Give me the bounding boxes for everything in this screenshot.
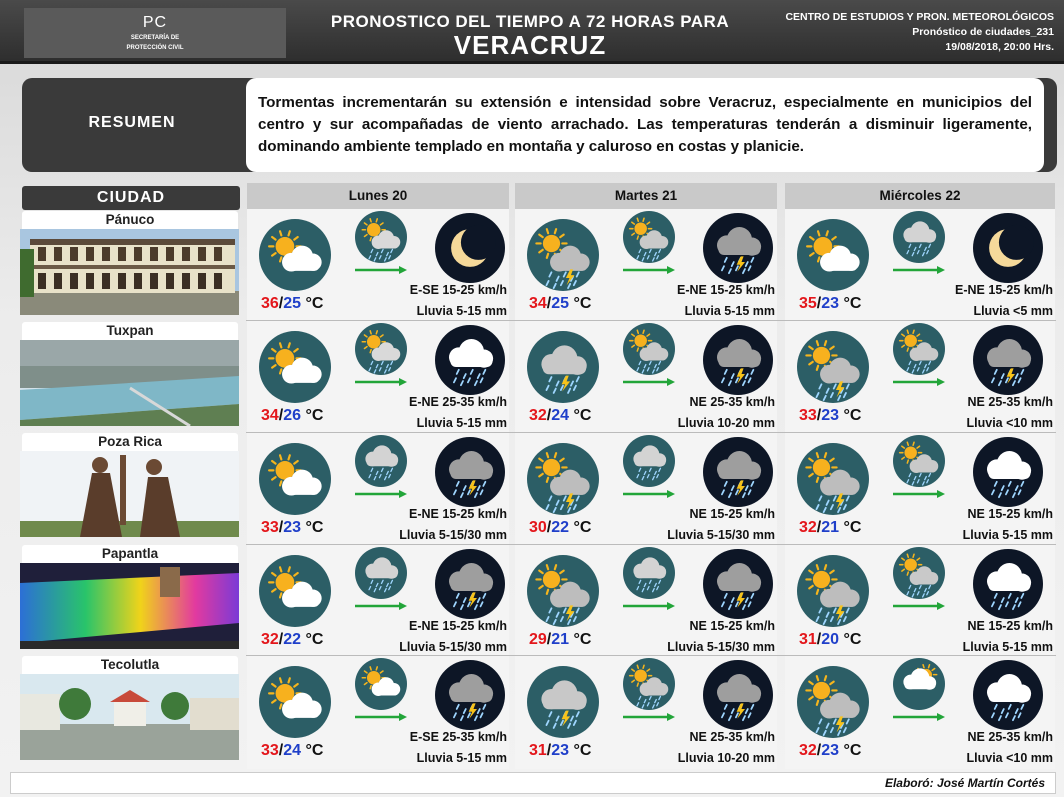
rain-forecast: Lluvia <10 mm: [966, 416, 1053, 430]
partly-cloudy-icon: [259, 666, 331, 738]
partly-cloudy-icon: [355, 658, 407, 710]
rain-forecast: Lluvia 10-20 mm: [677, 751, 775, 765]
temperature: 32/23 °C: [799, 742, 862, 759]
temp-max: 32: [799, 519, 817, 536]
temperature: 31/23 °C: [529, 742, 592, 759]
temp-max: 36: [261, 295, 279, 312]
arrow-right-icon: [623, 373, 675, 381]
partly-cloudy-rain-icon: [623, 658, 675, 710]
arrow-right-icon: [355, 708, 407, 716]
temp-max: 32: [799, 742, 817, 759]
temp-min: 21: [821, 519, 840, 536]
cloud-storm-icon: [527, 331, 599, 403]
wind-forecast: E-NE 25-35 km/h: [409, 395, 507, 409]
footer-author: Elaboró: José Martín Cortés: [884, 776, 1045, 790]
rain-forecast: Lluvia <5 mm: [973, 304, 1053, 318]
day-header-2: Martes 21: [515, 183, 777, 209]
city-photo: [20, 340, 239, 426]
night-storm-icon: [703, 213, 773, 283]
temp-max: 31: [799, 631, 817, 648]
arrow-right-icon: [355, 485, 407, 493]
clear-night-moon-icon: [435, 213, 505, 283]
cloud-rain-icon: [355, 435, 407, 487]
temperature: 32/21 °C: [799, 519, 862, 536]
header-date: 19/08/2018, 20:00 Hrs.: [945, 41, 1054, 53]
logo-sub-line-1: SECRETARÍA DE: [130, 35, 180, 41]
temp-min: 26: [283, 407, 302, 424]
partly-cloudy-rain-icon: [893, 323, 945, 375]
sun-storm-icon: [797, 666, 869, 738]
partly-cloudy-rain-icon: [623, 211, 675, 263]
temperature: 29/21 °C: [529, 631, 592, 648]
city-name: Papantla: [22, 545, 238, 563]
cloud-rain-icon: [623, 435, 675, 487]
rain-forecast: Lluvia 5-15 mm: [416, 416, 507, 430]
temp-max: 33: [261, 742, 279, 759]
temp-min: 23: [551, 742, 570, 759]
temp-min: 25: [551, 295, 570, 312]
header-org: CENTRO DE ESTUDIOS Y PRON. METEOROLÓGICOS: [785, 11, 1054, 23]
temp-min: 20: [821, 631, 840, 648]
temp-max: 35: [799, 295, 817, 312]
cloud-rain-icon: [623, 547, 675, 599]
wind-forecast: NE 25-35 km/h: [689, 395, 775, 409]
partly-cloudy-icon: [259, 219, 331, 291]
night-storm-icon: [435, 660, 505, 730]
wind-forecast: NE 15-25 km/h: [689, 619, 775, 633]
arrow-right-icon: [355, 261, 407, 269]
wind-forecast: E-SE 15-25 km/h: [409, 283, 507, 297]
city-photo: [20, 451, 239, 537]
header-product: Pronóstico de ciudades_231: [912, 26, 1054, 38]
night-rain-icon: [973, 437, 1043, 507]
sun-storm-icon: [797, 555, 869, 627]
summary-text: Tormentas incrementarán su extensión e intensidad sobre Veracruz, especialmente en municipios del centro y sur acompañadas de viento arrachado. Las temperaturas tenderán a disminuir ligeramente, dominando ambiente templado en montaña y caluroso en costas y planicie.: [246, 78, 1044, 172]
sun-storm-icon: [527, 443, 599, 515]
temp-min: 23: [821, 742, 840, 759]
city-name: Tecolutla: [22, 656, 238, 674]
sun-storm-icon: [527, 219, 599, 291]
arrow-right-icon: [623, 261, 675, 269]
temp-min: 24: [551, 407, 570, 424]
night-storm-icon: [435, 549, 505, 619]
clear-night-moon-icon: [973, 213, 1043, 283]
wind-forecast: NE 15-25 km/h: [967, 507, 1053, 521]
temperature: 36/25 °C: [261, 295, 324, 312]
temp-max: 33: [261, 519, 279, 536]
temperature: 34/25 °C: [529, 295, 592, 312]
temp-max: 34: [261, 407, 279, 424]
temperature: 34/26 °C: [261, 407, 324, 424]
page-title-line-1: PRONOSTICO DEL TIEMPO A 72 HORAS PARA: [330, 12, 730, 31]
temp-max: 32: [261, 631, 279, 648]
temp-max: 32: [529, 407, 547, 424]
wind-forecast: E-NE 15-25 km/h: [677, 283, 775, 297]
arrow-right-icon: [893, 485, 945, 493]
temperature: 33/23 °C: [799, 407, 862, 424]
temp-max: 30: [529, 519, 547, 536]
partly-cloudy-icon: [259, 331, 331, 403]
temp-min: 24: [283, 742, 302, 759]
city-photo: [20, 229, 239, 315]
cloud-sun-icon: [893, 658, 945, 710]
wind-forecast: NE 25-35 km/h: [967, 395, 1053, 409]
logo-sub-line-2: PROTECCIÓN CIVIL: [126, 45, 184, 51]
temperature: 33/23 °C: [261, 519, 324, 536]
arrow-right-icon: [893, 261, 945, 269]
rain-forecast: Lluvia 5-15/30 mm: [667, 640, 775, 654]
arrow-right-icon: [623, 485, 675, 493]
rain-forecast: Lluvia 5-15 mm: [684, 304, 775, 318]
night-rain-icon: [435, 325, 505, 395]
arrow-right-icon: [355, 597, 407, 605]
partly-cloudy-rain-icon: [893, 435, 945, 487]
temp-min: 23: [821, 407, 840, 424]
temp-min: 21: [551, 631, 570, 648]
partly-cloudy-icon: [259, 555, 331, 627]
temp-min: 25: [283, 295, 302, 312]
arrow-right-icon: [893, 708, 945, 716]
temp-min: 23: [283, 519, 302, 536]
wind-forecast: E-NE 15-25 km/h: [409, 507, 507, 521]
rain-forecast: Lluvia 10-20 mm: [677, 416, 775, 430]
header-bar: [0, 0, 1064, 64]
partly-cloudy-icon: [797, 219, 869, 291]
footer: [10, 772, 1056, 794]
rain-forecast: Lluvia 5-15 mm: [962, 528, 1053, 542]
day-header-3: Miércoles 22: [785, 183, 1055, 209]
arrow-right-icon: [893, 373, 945, 381]
temp-max: 33: [799, 407, 817, 424]
sun-storm-icon: [797, 331, 869, 403]
cloud-rain-icon: [893, 211, 945, 263]
wind-forecast: E-NE 15-25 km/h: [409, 619, 507, 633]
night-storm-icon: [435, 437, 505, 507]
temp-min: 23: [821, 295, 840, 312]
city-column-header: CIUDAD: [22, 186, 240, 210]
city-name: Tuxpan: [22, 322, 238, 340]
partly-cloudy-icon: [259, 443, 331, 515]
wind-forecast: NE 25-35 km/h: [689, 730, 775, 744]
cloud-rain-icon: [355, 547, 407, 599]
night-storm-icon: [703, 325, 773, 395]
sun-storm-icon: [527, 555, 599, 627]
rain-forecast: Lluvia <10 mm: [966, 751, 1053, 765]
city-photo: [20, 563, 239, 649]
row-separator: [246, 320, 1056, 321]
summary-label: RESUMEN: [88, 114, 176, 131]
temp-min: 22: [551, 519, 570, 536]
row-separator: [246, 544, 1056, 545]
night-storm-icon: [973, 325, 1043, 395]
summary-box: [22, 78, 1057, 172]
arrow-right-icon: [623, 708, 675, 716]
wind-forecast: NE 15-25 km/h: [967, 619, 1053, 633]
rain-forecast: Lluvia 5-15/30 mm: [667, 528, 775, 542]
rain-forecast: Lluvia 5-15 mm: [416, 304, 507, 318]
arrow-right-icon: [623, 597, 675, 605]
wind-forecast: E-NE 15-25 km/h: [955, 283, 1053, 297]
partly-cloudy-rain-icon: [623, 323, 675, 375]
temp-max: 31: [529, 742, 547, 759]
rain-forecast: Lluvia 5-15 mm: [962, 640, 1053, 654]
cloud-storm-icon: [527, 666, 599, 738]
sun-storm-icon: [797, 443, 869, 515]
city-name: Pánuco: [22, 211, 238, 229]
night-storm-icon: [703, 660, 773, 730]
temperature: 32/22 °C: [261, 631, 324, 648]
temperature: 33/24 °C: [261, 742, 324, 759]
arrow-right-icon: [355, 373, 407, 381]
temp-max: 34: [529, 295, 547, 312]
partly-cloudy-rain-icon: [893, 547, 945, 599]
logo: [24, 8, 286, 58]
row-separator: [246, 432, 1056, 433]
header-info: [754, 10, 1054, 55]
temperature: 35/23 °C: [799, 295, 862, 312]
wind-forecast: NE 25-35 km/h: [967, 730, 1053, 744]
temp-min: 22: [283, 631, 302, 648]
rain-forecast: Lluvia 5-15/30 mm: [399, 528, 507, 542]
night-storm-icon: [703, 437, 773, 507]
rain-forecast: Lluvia 5-15 mm: [416, 751, 507, 765]
partly-cloudy-drizzle-icon: [355, 211, 407, 263]
arrow-right-icon: [893, 597, 945, 605]
rain-forecast: Lluvia 5-15/30 mm: [399, 640, 507, 654]
city-name: Poza Rica: [22, 433, 238, 451]
temperature: 30/22 °C: [529, 519, 592, 536]
night-rain-icon: [973, 660, 1043, 730]
night-storm-icon: [703, 549, 773, 619]
row-separator: [246, 655, 1056, 656]
temperature: 31/20 °C: [799, 631, 862, 648]
temperature: 32/24 °C: [529, 407, 592, 424]
wind-forecast: E-SE 25-35 km/h: [409, 730, 507, 744]
partly-cloudy-drizzle-icon: [355, 323, 407, 375]
page-title-line-2: VERACRUZ: [453, 30, 607, 60]
city-photo: [20, 674, 239, 760]
night-rain-icon: [973, 549, 1043, 619]
day-header-1: Lunes 20: [247, 183, 509, 209]
temp-max: 29: [529, 631, 547, 648]
logo-pc-text: PC: [142, 14, 168, 31]
wind-forecast: NE 15-25 km/h: [689, 507, 775, 521]
